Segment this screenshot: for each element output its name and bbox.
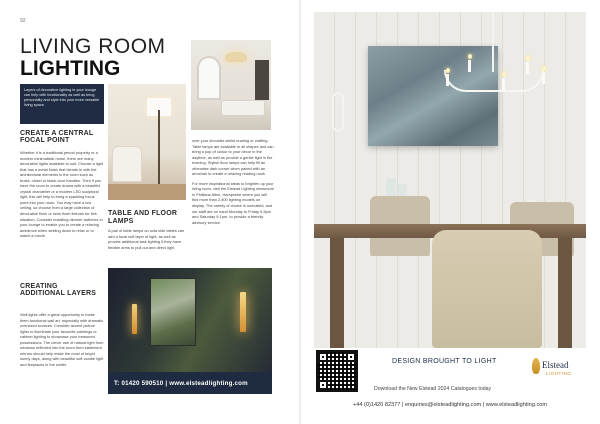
catalogue-promo[interactable] <box>314 348 586 398</box>
section-body-table-floor-lamps: A pair of table lamps on sofa side tables can add a focal soft layer of light, as well as provide additional task lighting if they have flexible arms to pull out and direct light <box>108 228 185 250</box>
arched-window <box>197 56 221 100</box>
qr-finder <box>318 380 328 390</box>
armchair <box>112 146 142 182</box>
elstead-logo-icon <box>532 356 582 380</box>
pendant-light <box>225 52 247 62</box>
wall-light-left <box>132 304 137 334</box>
title-line-2: LIGHTING <box>20 57 121 80</box>
living-room-photo <box>191 40 271 130</box>
advert-box[interactable] <box>108 268 272 394</box>
sofa <box>221 100 265 116</box>
upholstered-chair <box>432 230 542 348</box>
chandelier-candle <box>542 72 545 84</box>
advert-painting <box>150 278 196 346</box>
section-body-showroom: For more inspirational ideas to brighten up your living room, visit the Elstead Lighting showroom in Phillians Alton, Hampshire where you will find more than 2,500 lighting models on display. The variety of choice is unrivalled, and our staff are on hand Monday to Friday 9-5pm and Saturday 9-1pm, to provide a friendly advisory service. <box>192 180 274 225</box>
table-leg <box>558 238 572 348</box>
intro-text: Layers of decorative lighting in your lounge can help with functionality as well as bring personality and style into your more versatile living space. <box>24 88 100 108</box>
section-body-additional-layers: Wall lights offer a great opportunity to make them functional wall art, especially with dramatic oversized sconces. Consider accent picture lights to illuminate your favourite paintings or cabinet lighting to showcase your treasured possessions. The clever use of natural light from windows reflected into the room from statement mirrors should help make the most of bright sunny days, along with beautiful soft candle light and fireplaces in the winter. <box>20 312 104 367</box>
dining-room-photo <box>314 12 586 348</box>
page-number: 92 <box>20 18 26 24</box>
candle-flame <box>446 68 450 73</box>
section-heading-focal-point: CREATE A CENTRAL FOCAL POINT <box>20 130 94 145</box>
chandelier-arms <box>444 70 544 92</box>
advert-photo <box>108 268 272 372</box>
chandelier-stem <box>492 12 494 72</box>
page-gutter <box>299 0 301 424</box>
section-heading-additional-layers: CREATING ADDITIONAL LAYERS <box>20 283 97 298</box>
section-body-focal-point: Whether it is a traditional period property or a modern minimalistic home, there are many decorative lights available to suit. Choose a light that has a metal finish that blends in with the architectural elements in the room such as brass, nickel or black door handles. Then if you have the room to create drama with a beautiful crystal chandelier or a modern LED sculptural light, this will help to bring a sparkling focus point into your room. You may have a low ceiling, so choose from a large collection of decorative flush or semi flush fixtures for this situation. Consider installing dimmer switches in your lounge to enable you to create a relaxing ambience when settling down to relax or to watch a movie. <box>20 150 104 239</box>
section-body-continued: over your shoulder whilst reading or crafting. Table lamps are available in all shapes and can bring a pop of colour to your decor in the daytime, as well as provide a gentle light in the evening. Stylish floor lamps can help fill an otherwise dark corner when paired with an armchair to create a relaxing reading nook. <box>192 138 274 177</box>
floor-lamp-photo <box>108 84 186 200</box>
logo-name: Elstead <box>542 360 569 370</box>
intro-box <box>20 84 104 124</box>
candle-flame <box>468 54 472 59</box>
contact-line[interactable]: +44 (0)1420 82377 | enquiries@elsteadlighting.com | www.elsteadlighting.com <box>352 402 548 408</box>
promo-headline: DESIGN BROUGHT TO LIGHT <box>392 358 497 365</box>
promo-subline: Download the New Elstead 2024 Catalogues today <box>374 386 492 392</box>
candle-flame <box>542 66 546 71</box>
wall-art <box>368 46 498 146</box>
advert-footer <box>108 372 272 394</box>
logo-tag: LIGHTING <box>546 371 572 376</box>
section-heading-table-floor-lamps: TABLE AND FLOOR LAMPS <box>108 210 178 225</box>
lamp-pole <box>158 110 160 190</box>
floor <box>108 184 186 200</box>
qr-finder <box>346 352 356 362</box>
dark-cabinet <box>255 60 269 100</box>
wall-light-right <box>240 292 246 332</box>
qr-finder <box>318 352 328 362</box>
title-line-1: LIVING ROOM <box>20 35 166 58</box>
candle-flame <box>502 72 506 77</box>
chandelier-candle <box>526 62 529 74</box>
chandelier-candle <box>468 60 471 72</box>
wall-sconce <box>332 92 344 132</box>
table-leg <box>330 238 344 348</box>
flame-mark <box>532 358 540 374</box>
chandelier-candle <box>446 74 449 86</box>
advert-contact: T: 01420 590510 | www.elsteadlighting.com <box>114 379 248 387</box>
chandelier-candle <box>502 78 505 90</box>
right-column-text <box>192 138 274 225</box>
candle-flame <box>526 56 530 61</box>
